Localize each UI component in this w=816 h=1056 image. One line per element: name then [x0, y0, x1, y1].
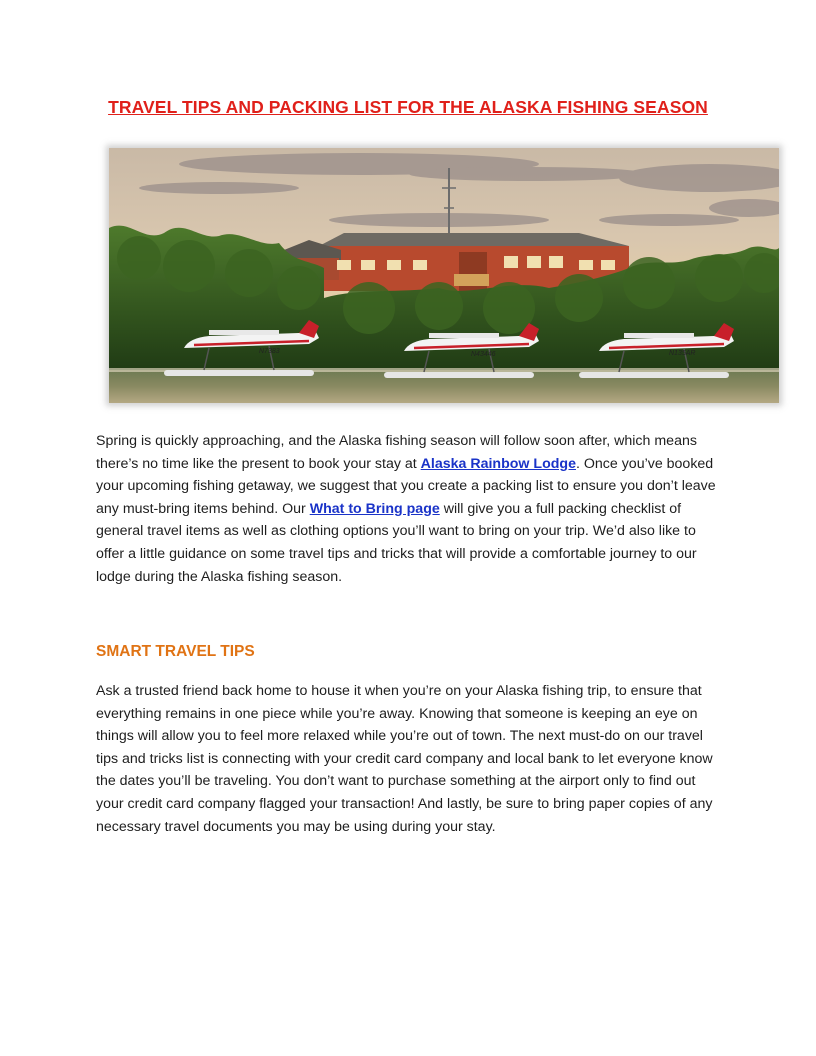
what-to-bring-link[interactable]: What to Bring page [309, 500, 440, 517]
intro-text-3: will give you a full packing checklist of general travel items as well as clothing options you’ll want to bring on your trip. We’d also like to offer a little guidance on some travel tips and tricks that will provide a comfortable journey to our lodge during the Alaska fishing season. [96, 500, 697, 585]
intro-text-2: . Once you’ve booked your upcoming fishing getaway, we suggest that you create a packing list to ensure you don’t leave any must-bring items behind. Our [96, 455, 716, 517]
tail-number-3: N135AR [669, 350, 696, 357]
intro-text-1: Spring is quickly approaching, and the Alaska fishing season will follow soon after, which means there’s no time like the present to book your stay at [96, 433, 697, 472]
lodge-floatplanes-photo [109, 148, 779, 403]
travel-tips-paragraph: Ask a trusted friend back home to house it when you’re on your Alaska fishing trip, to ensure that everything remains in one piece while you’re away. Knowing that someone is keeping an eye on things will allow you to feel more relaxed while you’re out of town. The next must-do on our travel tips and tricks list is connecting with your credit card company and local bank to let everyone know the dates you’ll be traveling. You don’t want to purchase something at the airport only to find out your credit card company flagged your transaction! And lastly, be sure to bring paper copies of any necessary travel documents you may be using during your stay. [96, 683, 713, 835]
intro-paragraph [96, 430, 721, 588]
alaska-rainbow-lodge-link[interactable]: Alaska Rainbow Lodge [420, 455, 576, 472]
section-heading: SMART TRAVEL TIPS [96, 643, 255, 660]
tail-number-1: N7383 [259, 348, 280, 355]
page-title: TRAVEL TIPS AND PACKING LIST FOR THE ALASKA FISHING SEASON [108, 97, 708, 117]
tail-number-2: N43446 [471, 351, 496, 358]
